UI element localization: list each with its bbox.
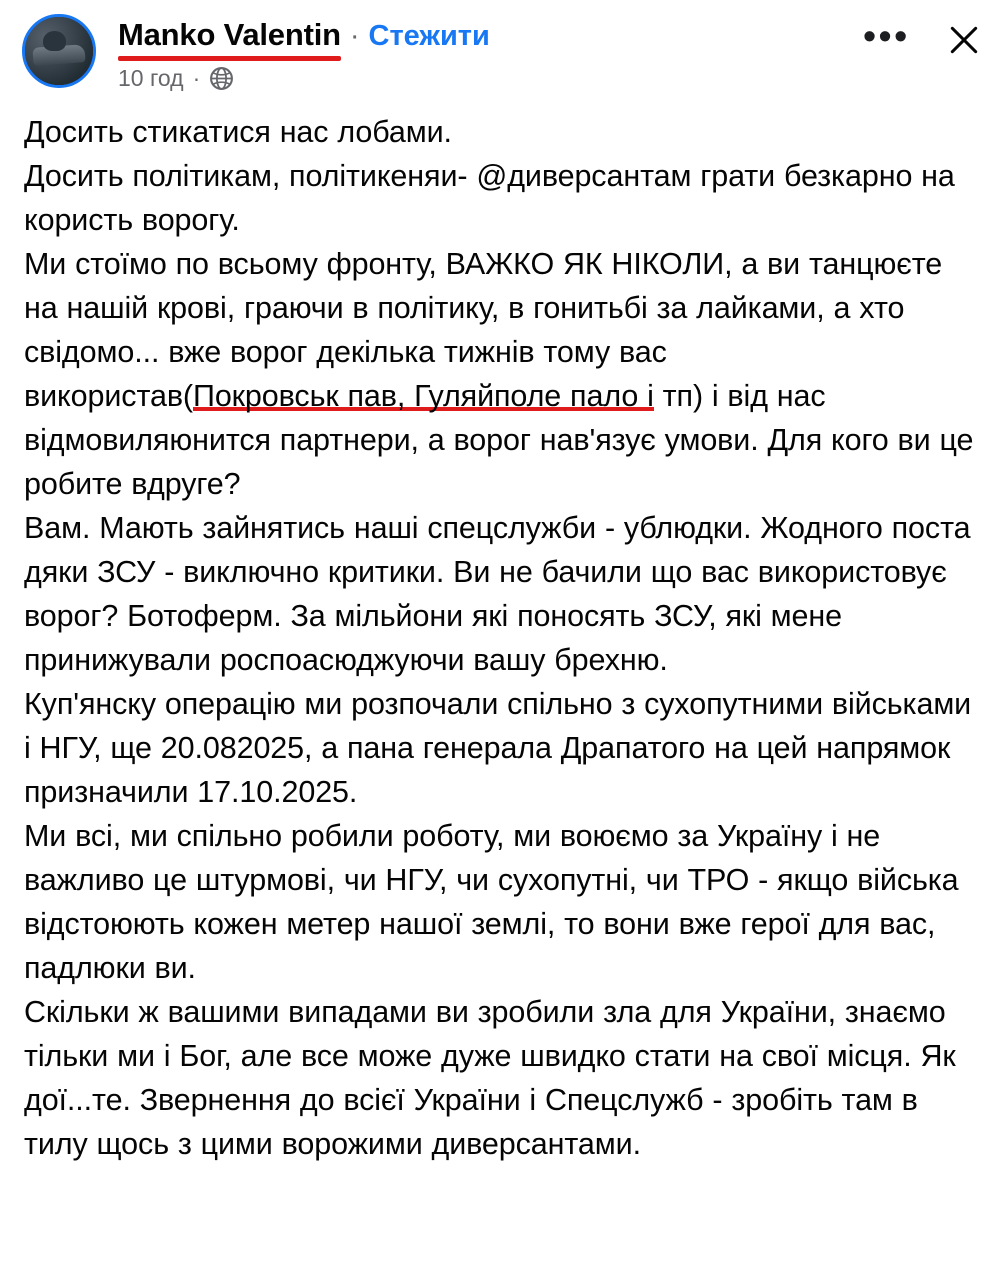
post-line-7: Скільки ж вашими випадами ви зробили зла для України, знаємо тільки ми і Бог, але все може дуже швидко стати на свої місця. Як дої...те. Звернення до всієї України і Спецслужб - зробіть там в тилу щось з цими ворожими диверсантами.	[24, 995, 956, 1161]
post-line-4: Вам. Мають зайнятись наші спецслужби - ублюдки. Жодного поста дяки ЗСУ - виключно критики. Ви не бачили що вас використовує ворог? Ботоферм. За мільйони які поносять ЗСУ, які мене принижували роспоасюджуючи вашу брехню.	[24, 511, 971, 677]
post-timestamp[interactable]: 10 год	[118, 64, 184, 91]
post-line-3-part-b: тп) і від нас відмовиляюнится партнери, а ворог нав'язує умови. Для кого ви це робите вдруге?	[24, 379, 974, 501]
author-row	[118, 18, 863, 53]
post-line-3-part-a: Ми стоїмо по всьому фронту, ВАЖКО ЯК НІКОЛИ, а ви танцюєте на нашій крові, граючи в політику, в гонитьбі за лайками, а хто свідомо... вже ворог декілька тижнів тому вас використав(	[24, 247, 943, 413]
post-line-1: Досить стикатися нас лобами.	[24, 115, 452, 149]
close-icon[interactable]	[944, 20, 984, 60]
post-header-actions	[863, 12, 984, 60]
post-header	[0, 0, 1002, 96]
follow-button[interactable]: Стежити	[368, 20, 490, 52]
post-line-6: Ми всі, ми спільно робили роботу, ми воюємо за Україну і не важливо це штурмові, чи НГУ, чи сухопутні, чи ТРО - якщо війська відстоюють кожен метер нашої землі, то вони вже герої для вас, падлюки ви.	[24, 819, 959, 985]
post-meta	[118, 65, 863, 92]
post-body	[0, 96, 1002, 1166]
author-separator: ·	[349, 20, 360, 52]
post-line-3-highlight: Покровськ пав, Гуляйполе пало і	[193, 379, 654, 413]
post-line-3	[24, 242, 980, 506]
meta-separator: ·	[192, 64, 201, 91]
post-author-block	[118, 12, 863, 92]
author-name[interactable]: Manko Valentin	[118, 17, 341, 52]
globe-icon[interactable]	[209, 66, 234, 91]
avatar[interactable]	[22, 14, 96, 88]
avatar-image	[25, 17, 93, 85]
post-line-2: Досить політикам, політикеняи- @диверсантам грати безкарно на користь ворогу.	[24, 159, 955, 237]
post-line-5: Куп'янску операцію ми розпочали спільно з сухопутними військами і НГУ, ще 20.082025, а пана генерала Драпатого на цей напрямок призначили 17.10.2025.	[24, 687, 972, 809]
post-menu-button[interactable]: •••	[863, 15, 910, 56]
